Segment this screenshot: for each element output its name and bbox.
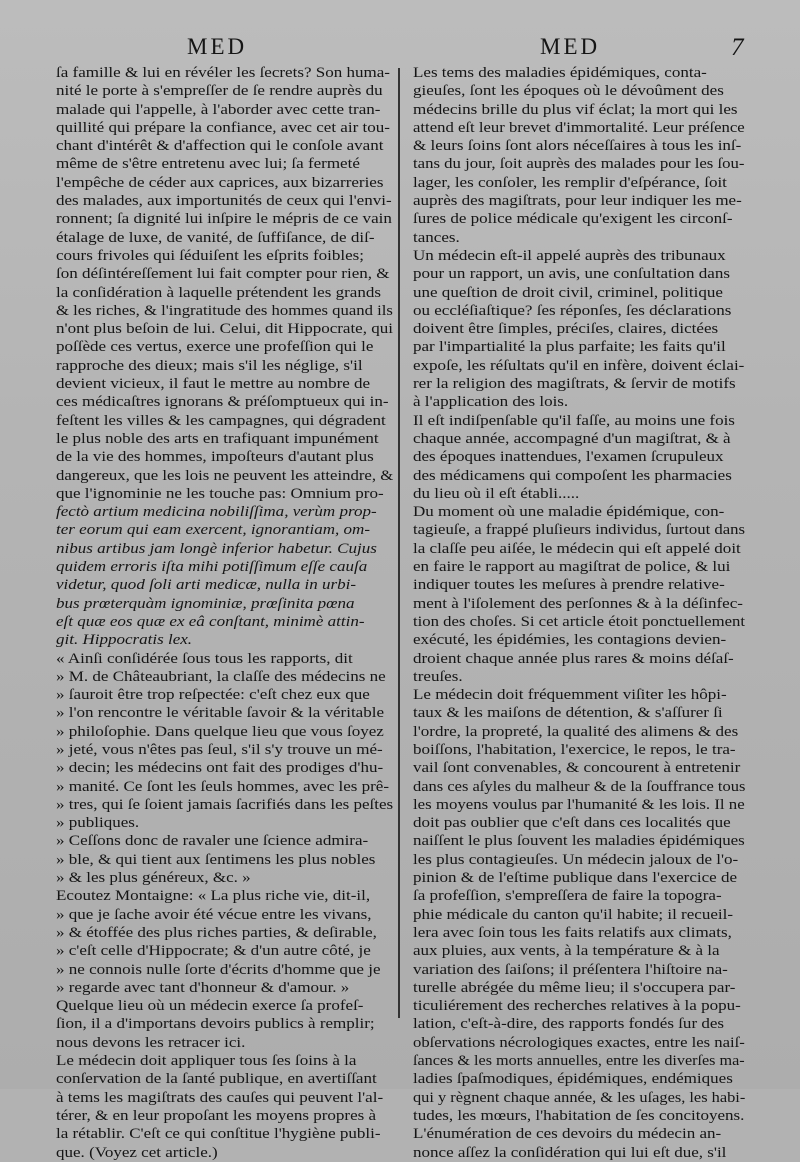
- text-line: nous devons les retracer ici.: [56, 1033, 246, 1051]
- text-line: Le médecin doit fréquemment viſiter les hôpi-: [413, 686, 727, 704]
- text-line: L'énumération de ces devoirs du médecin an-: [413, 1125, 722, 1143]
- text-line: tagieuſe, a frappé pluſieurs individus, ſurtout dans: [413, 521, 745, 539]
- text-line: doivent être ſimples, préciſes, claires, dictées: [413, 320, 719, 338]
- text-line: même de s'être entretenu avec lui; ſa fermeté: [56, 155, 360, 173]
- text-line: quillité qui prépare la confiance, avec cet air tou-: [56, 118, 390, 136]
- text-line: l'ordre, la propreté, la qualité des alimens & des: [413, 722, 739, 740]
- text-line: » que je ſache avoir été vécue entre les vivans,: [56, 905, 372, 923]
- text-line: ou eccléſiaſtique? ſes réponſes, ſes déclarations: [413, 301, 732, 319]
- text-line: eſt quæ eos quæ ex eâ conſtant, minimè attin-: [56, 612, 365, 630]
- text-line: variation des ſaiſons; il préſentera l'hiſtoire na-: [413, 960, 728, 978]
- text-line: attend eſt leur brevet d'immortalité. Leur préſence: [413, 118, 745, 136]
- text-line: nité le porte à s'empreſſer de ſe rendre auprès du: [56, 82, 383, 100]
- left-text-column: [56, 64, 394, 1162]
- text-line: nibus artibus jam longè inferior habetur. Cujus: [56, 539, 377, 557]
- text-line: pour un rapport, un avis, une conſultation dans: [413, 265, 730, 283]
- text-line: auprès des magiſtrats, pour leur indiquer les me-: [413, 192, 742, 210]
- text-line: » l'on rencontre le véritable ſavoir & la véritable: [56, 704, 385, 722]
- text-line: ſures de police médicale qu'exigent les circonſ-: [413, 210, 733, 228]
- text-line: » M. de Châteaubriant, la claſſe des médecins ne: [56, 667, 386, 685]
- text-line: la rétablir. C'eſt ce qui conſtitue l'hygiène publi-: [56, 1125, 381, 1143]
- text-line: » manité. Ce ſont les ſeuls hommes, avec les prê-: [56, 777, 390, 795]
- text-line: à l'application des lois.: [413, 393, 569, 411]
- page-number: 7: [731, 34, 744, 61]
- text-line: & leurs ſoins ſont alors néceſſaires à tous les inſ-: [413, 137, 742, 155]
- text-line: nonce aſſez la conſidération qui lui eſt due, s'il: [413, 1143, 727, 1161]
- text-line: » decin; les médecins ont fait des prodiges d'hu-: [56, 759, 384, 777]
- text-line: par l'impartialité la plus parfaite; les faits qu'il: [413, 338, 726, 356]
- text-line: Le médecin doit appliquer tous ſes ſoins à la: [56, 1052, 357, 1070]
- text-line: » & les plus généreux, &c. »: [56, 869, 251, 887]
- text-line: chaque année, accompagné d'un magiſtrat, & à: [413, 429, 731, 447]
- text-line: ſa profeſſion, s'empreſſera de faire la topogra-: [413, 887, 722, 905]
- text-line: poſſède ces vertus, exerce une profeſſion qui le: [56, 338, 374, 356]
- text-line: fectò artium medicina nobiliſſima, verùm prop-: [56, 503, 377, 521]
- text-line: ſances & les morts annuelles, entre les diverſes ma-: [413, 1052, 745, 1070]
- text-line: le plus noble des arts en trafiquant impunément: [56, 429, 379, 447]
- text-line: dangereux, que les lois ne peuvent les atteindre, &: [56, 466, 394, 484]
- text-line: ticuliérement des recherches relatives à la popu-: [413, 997, 741, 1015]
- text-line: feſtent les villes & les campagnes, qui dégradent: [56, 411, 386, 429]
- text-line: des époques inattendues, l'examen ſcrupuleux: [413, 448, 724, 466]
- text-line: en faire le rapport au magiſtrat de police, & lui: [413, 558, 731, 576]
- running-head-left: MED: [187, 34, 248, 59]
- text-line: ter eorum qui eam exercent, ignorantiam, om-: [56, 521, 371, 539]
- text-line: videtur, quod ſoli arti medicæ, nulla in urbi-: [56, 576, 357, 594]
- text-line: rer la religion des magiſtrats, & ſervir de motifs: [413, 375, 736, 393]
- text-line: à tems les magiſtrats des cauſes qui peuvent l'al-: [56, 1088, 384, 1106]
- right-text-column: [413, 64, 746, 1162]
- text-line: droient chaque année plus rares & moins déſaſ-: [413, 649, 734, 667]
- text-line: indiquer toutes les meſures à prendre relative-: [413, 576, 725, 594]
- text-line: tudes, les mœurs, l'habitation de ſes concitoyens.: [413, 1106, 745, 1124]
- text-line: » ne connois nulle ſorte d'écrits d'homme que je: [56, 960, 381, 978]
- text-line: » ſauroit être trop reſpectée: c'eſt chez eux que: [56, 686, 370, 704]
- text-line: médecins brille du plus vif éclat; la mort qui les: [413, 100, 738, 118]
- text-line: que l'ignominie ne les touche pas: Omnium pro-: [56, 484, 384, 502]
- text-line: » ble, & qui tient aux ſentimens les plus nobles: [56, 850, 376, 868]
- column-divider: [398, 68, 400, 1018]
- text-line: l'empêche de céder aux caprices, aux bizarreries: [56, 173, 384, 191]
- text-line: » jeté, vous n'êtes pas ſeul, s'il s'y trouve un mé-: [56, 740, 383, 758]
- text-line: ſon déſintéreſſement lui fait compter pour rien, &: [56, 265, 390, 283]
- text-line: térer, & en leur propoſant les moyens propres à: [56, 1106, 377, 1124]
- text-line: git. Hippocratis lex.: [56, 631, 193, 649]
- text-line: exécuté, les épidémies, les contagions devien-: [413, 631, 727, 649]
- text-line: » Ceſſons donc de ravaler une ſcience admira-: [56, 832, 369, 850]
- text-line: des malades, aux importunités de ceux qui l'envi-: [56, 192, 392, 210]
- text-line: lation, c'eſt-à-dire, des rapports fondés ſur des: [413, 1015, 725, 1033]
- text-line: quidem erroris iſta mihi potiſſimum eſſe cauſa: [56, 558, 368, 576]
- text-line: cours frivoles qui ſéduiſent les eſprits foibles;: [56, 246, 365, 264]
- text-line: ladies ſpaſmodiques, épidémiques, endémiques: [413, 1070, 733, 1088]
- text-line: les moyens voulus par l'humanité & les lois. Il ne: [413, 795, 745, 813]
- text-line: Il eſt indiſpenſable qu'il faſſe, au moins une fois: [413, 411, 735, 429]
- text-line: qui y règnent chaque année, & les uſages, les habi-: [413, 1088, 746, 1106]
- text-line: ces médicaſtres ignorans & préſomptueux qui in-: [56, 393, 389, 411]
- text-line: Quelque lieu où un médecin exerce ſa profeſ-: [56, 997, 364, 1015]
- text-line: » philoſophie. Dans quelque lieu que vous ſoyez: [56, 722, 384, 740]
- text-line: expoſe, les réſultats qu'il en infère, doivent éclai-: [413, 356, 745, 374]
- text-line: lager, les conſoler, les remplir d'eſpérance, ſoit: [413, 173, 727, 191]
- text-line: Du moment où une maladie épidémique, con-: [413, 503, 725, 521]
- text-line: » regarde avec tant d'honneur & d'amour. »: [56, 978, 350, 996]
- text-line: » c'eſt celle d'Hippocrate; & d'un autre côté, je: [56, 942, 371, 960]
- text-line: doit pas oublier que c'eſt dans ces localités que: [413, 814, 731, 832]
- text-line: rapproche des dieux; mais s'il les néglige, s'il: [56, 356, 363, 374]
- text-line: » tres, qui ſe ſoient jamais ſacrifiés dans les peſtes: [56, 795, 394, 813]
- text-line: dans ces aſyles du malheur & de la ſouffrance tous: [413, 777, 746, 795]
- text-line: une queſtion de droit civil, criminel, politique: [413, 283, 723, 301]
- text-line: la claſſe peu aiſée, le médecin qui eſt appelé doit: [413, 539, 741, 557]
- running-head-right: MED: [540, 34, 601, 59]
- text-line: phie médicale du canton qu'il habite; il recueil-: [413, 905, 734, 923]
- text-line: Un médecin eſt-il appelé auprès des tribunaux: [413, 246, 726, 264]
- text-line: lera avec ſoin tous les faits relatifs aux climats,: [413, 923, 732, 941]
- text-line: chant d'intérêt & d'affection qui le conſole avant: [56, 137, 384, 155]
- text-line: aux pluies, aux vents, à la température & à la: [413, 942, 720, 960]
- text-line: tances.: [413, 228, 460, 246]
- text-line: vail ſont convenables, & concourent à entretenir: [413, 759, 741, 777]
- text-line: devient vicieux, il faut le mettre au nombre de: [56, 375, 371, 393]
- text-line: tion des choſes. Si cet article étoit ponctuellement: [413, 612, 745, 630]
- text-line: n'ont plus beſoin de lui. Celui, dit Hippocrate, qui: [56, 320, 393, 338]
- text-line: treuſes.: [413, 667, 463, 685]
- text-line: « Ainſi conſidérée ſous tous les rapports, dit: [56, 649, 353, 667]
- text-line: turelle abrégée du même lieu; il s'occupera par-: [413, 978, 736, 996]
- text-line: naiſſent le plus ſouvent les maladies épidémiques: [413, 832, 745, 850]
- text-line: la conſidération à laquelle prétendent les grands: [56, 283, 381, 301]
- text-line: boiſſons, l'habitation, l'exercice, le repos, le tra-: [413, 740, 736, 758]
- text-line: » publiques.: [56, 814, 140, 832]
- text-line: tans du jour, ſoit auprès des malades pour les ſou-: [413, 155, 745, 173]
- text-line: les plus contagieuſes. Un médecin jaloux de l'o-: [413, 850, 739, 868]
- text-line: Les tems des maladies épidémiques, conta-: [413, 64, 707, 81]
- text-line: malade qui l'appelle, à l'aborder avec cette tran-: [56, 100, 381, 118]
- text-line: ment à l'iſolement des perſonnes & à la déſinfec-: [413, 594, 743, 612]
- text-line: des médicamens qui compoſent les pharmacies: [413, 466, 732, 484]
- text-line: étalage de luxe, de vanité, de ſuffiſance, de diſ-: [56, 228, 375, 246]
- text-line: gieuſes, ſont les époques où le dévoûment des: [413, 82, 724, 100]
- text-line: de la vie des hommes, impoſteurs d'autant plus: [56, 448, 374, 466]
- text-line: » & étoffée des plus riches parties, & deſirable,: [56, 923, 377, 941]
- text-line: du lieu où il eſt établi.....: [413, 484, 580, 502]
- text-line: conſervation de la ſanté publique, en avertiſſant: [56, 1070, 377, 1088]
- text-line: ſa famille & lui en révéler les ſecrets? Son huma-: [56, 64, 390, 81]
- text-line: & les riches, & l'ingratitude des hommes quand ils: [56, 301, 393, 319]
- text-line: ſion, il a d'importans devoirs publics à remplir;: [56, 1015, 375, 1033]
- text-line: obſervations nécrologiques exactes, entre les naiſ-: [413, 1033, 745, 1051]
- text-line: taux & les maiſons de détention, & s'aſſurer ſi: [413, 704, 723, 722]
- text-line: que. (Voyez cet article.): [56, 1143, 218, 1161]
- text-line: Ecoutez Montaigne: « La plus riche vie, dit-il,: [56, 887, 371, 905]
- text-line: pinion & de l'eſtime publique dans l'exercice de: [413, 869, 738, 887]
- text-line: ronnent; ſa dignité lui inſpire le mépris de ce vain: [56, 210, 392, 228]
- text-line: bus prœterquàm ignominiæ, prœſinita pœna: [56, 594, 355, 612]
